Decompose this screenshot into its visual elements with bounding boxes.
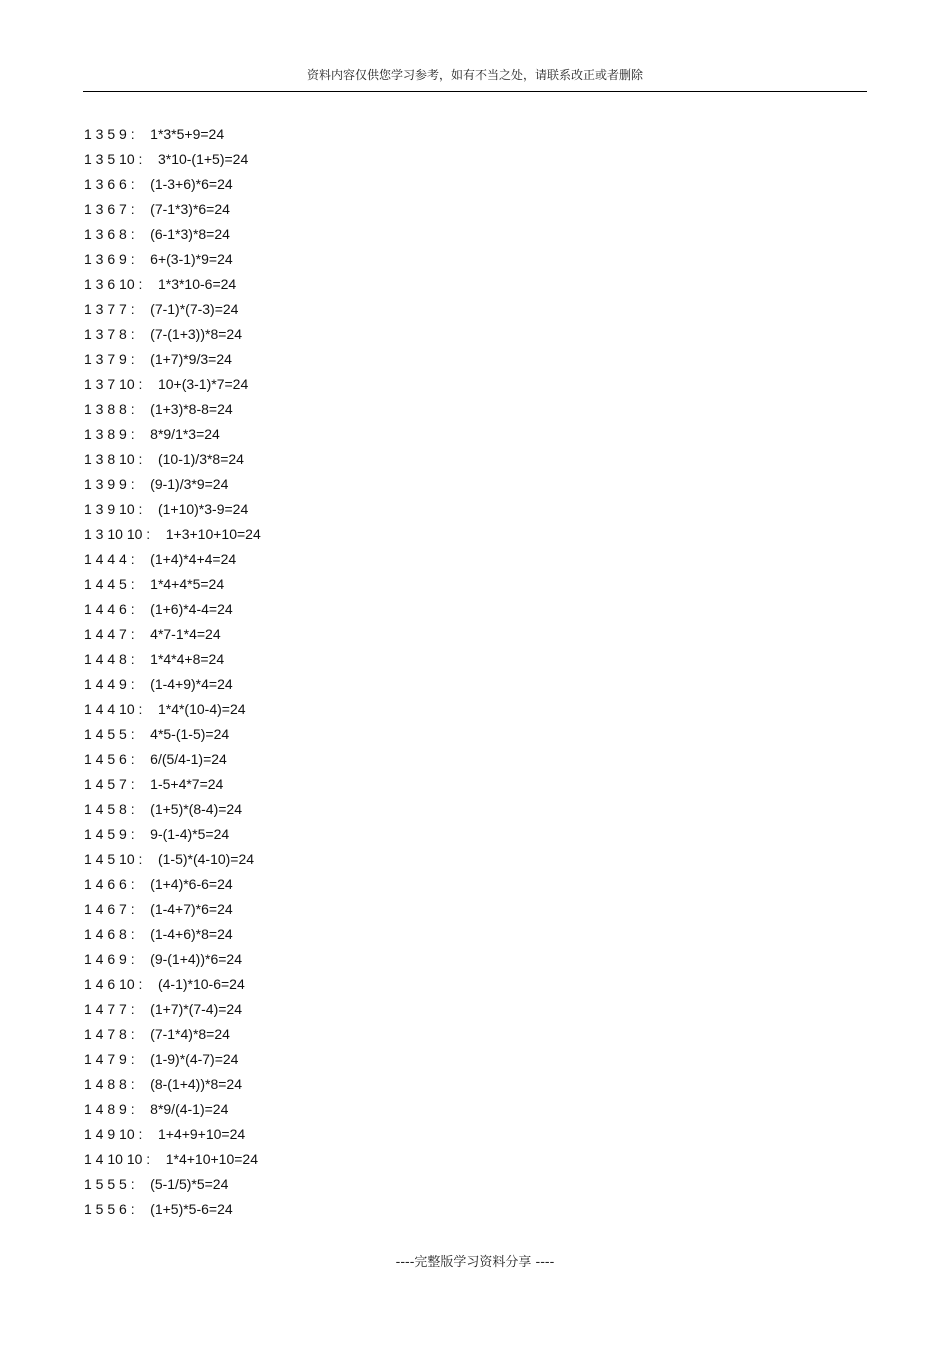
solution-expression: (7-1*3)*6=24 bbox=[150, 201, 230, 217]
solution-expression: (1+5)*(8-4)=24 bbox=[150, 801, 242, 817]
number-combo: 1 4 4 8 : bbox=[84, 651, 135, 667]
solution-row bbox=[84, 449, 261, 474]
solution-expression: (7-1)*(7-3)=24 bbox=[150, 301, 239, 317]
solution-row bbox=[84, 524, 261, 549]
number-combo: 1 4 6 8 : bbox=[84, 926, 135, 942]
solution-expression: (1+7)*9/3=24 bbox=[150, 351, 232, 367]
number-combo: 1 3 6 8 : bbox=[84, 226, 135, 242]
number-combo: 1 4 5 6 : bbox=[84, 751, 135, 767]
page-footer: ----完整版学习资料分享 ---- bbox=[395, 1255, 555, 1270]
number-combo: 1 4 4 10 : bbox=[84, 701, 143, 717]
number-combo: 1 3 10 10 : bbox=[84, 526, 151, 542]
solution-expression: (7-(1+3))*8=24 bbox=[150, 326, 242, 342]
solution-row bbox=[84, 574, 261, 599]
solution-expression: (1-4+9)*4=24 bbox=[150, 676, 233, 692]
number-combo: 1 3 5 9 : bbox=[84, 126, 135, 142]
number-combo: 1 4 6 9 : bbox=[84, 951, 135, 967]
solution-expression: (1-9)*(4-7)=24 bbox=[150, 1051, 239, 1067]
number-combo: 1 4 5 10 : bbox=[84, 851, 143, 867]
solution-row bbox=[84, 799, 261, 824]
solution-expression: (1-4+6)*8=24 bbox=[150, 926, 233, 942]
solution-expression: 1*4*(10-4)=24 bbox=[157, 701, 246, 717]
solution-row bbox=[84, 1099, 261, 1124]
number-combo: 1 4 4 5 : bbox=[84, 576, 135, 592]
number-combo: 1 3 9 10 : bbox=[84, 501, 143, 517]
number-combo: 1 4 8 9 : bbox=[84, 1101, 135, 1117]
solution-expression: 4*7-1*4=24 bbox=[150, 626, 221, 642]
solution-expression: 1*4+10+10=24 bbox=[165, 1151, 258, 1167]
solution-expression: (9-(1+4))*6=24 bbox=[150, 951, 242, 967]
solution-expression: (4-1)*10-6=24 bbox=[157, 976, 245, 992]
number-combo: 1 4 6 10 : bbox=[84, 976, 143, 992]
solution-row bbox=[84, 1199, 261, 1224]
number-combo: 1 3 6 9 : bbox=[84, 251, 135, 267]
solution-row bbox=[84, 299, 261, 324]
solution-row bbox=[84, 899, 261, 924]
number-combo: 1 4 9 10 : bbox=[84, 1126, 143, 1142]
solution-row bbox=[84, 624, 261, 649]
solution-expression: (1+5)*5-6=24 bbox=[150, 1201, 233, 1217]
solution-expression: (1+7)*(7-4)=24 bbox=[150, 1001, 242, 1017]
solution-row bbox=[84, 499, 261, 524]
solution-expression: (1-5)*(4-10)=24 bbox=[157, 851, 255, 867]
solution-row bbox=[84, 474, 261, 499]
number-combo: 1 4 5 5 : bbox=[84, 726, 135, 742]
solution-expression: 8*9/(4-1)=24 bbox=[150, 1101, 229, 1117]
number-combo: 1 3 6 7 : bbox=[84, 201, 135, 217]
solution-row bbox=[84, 174, 261, 199]
solution-row bbox=[84, 149, 261, 174]
solution-expression: (1+10)*3-9=24 bbox=[157, 501, 249, 517]
solution-row bbox=[84, 774, 261, 799]
number-combo: 1 3 7 7 : bbox=[84, 301, 135, 317]
solution-expression: 3*10-(1+5)=24 bbox=[157, 151, 249, 167]
solution-row bbox=[84, 224, 261, 249]
number-combo: 1 3 9 9 : bbox=[84, 476, 135, 492]
solution-row bbox=[84, 1124, 261, 1149]
solution-expression: (1+4)*4+4=24 bbox=[150, 551, 237, 567]
solution-row bbox=[84, 749, 261, 774]
number-combo: 1 3 8 8 : bbox=[84, 401, 135, 417]
solution-expression: (7-1*4)*8=24 bbox=[150, 1026, 230, 1042]
solution-row bbox=[84, 1024, 261, 1049]
solution-expression: 1*4*4+8=24 bbox=[150, 651, 225, 667]
solution-row bbox=[84, 274, 261, 299]
number-combo: 1 4 10 10 : bbox=[84, 1151, 151, 1167]
solution-expression: 1*3*5+9=24 bbox=[150, 126, 225, 142]
solution-row bbox=[84, 1049, 261, 1074]
solution-expression: (1-4+7)*6=24 bbox=[150, 901, 233, 917]
number-combo: 1 3 7 9 : bbox=[84, 351, 135, 367]
solution-expression: 1*3*10-6=24 bbox=[157, 276, 237, 292]
solution-row bbox=[84, 974, 261, 999]
number-combo: 1 4 7 8 : bbox=[84, 1026, 135, 1042]
solution-row bbox=[84, 549, 261, 574]
solution-row bbox=[84, 824, 261, 849]
solution-row bbox=[84, 724, 261, 749]
solution-row bbox=[84, 199, 261, 224]
solution-expression: 1*4+4*5=24 bbox=[150, 576, 225, 592]
solution-expression: (10-1)/3*8=24 bbox=[157, 451, 244, 467]
solution-row bbox=[84, 124, 261, 149]
solution-expression: (6-1*3)*8=24 bbox=[150, 226, 230, 242]
solution-expression: 10+(3-1)*7=24 bbox=[157, 376, 249, 392]
solution-row bbox=[84, 399, 261, 424]
number-combo: 1 4 4 6 : bbox=[84, 601, 135, 617]
solution-row bbox=[84, 599, 261, 624]
solution-expression: (1+6)*4-4=24 bbox=[150, 601, 233, 617]
solution-expression: 6+(3-1)*9=24 bbox=[150, 251, 233, 267]
solution-row bbox=[84, 999, 261, 1024]
solution-row bbox=[84, 699, 261, 724]
solution-expression: (1+3)*8-8=24 bbox=[150, 401, 233, 417]
solution-expression: (9-1)/3*9=24 bbox=[150, 476, 229, 492]
number-combo: 1 3 6 6 : bbox=[84, 176, 135, 192]
solution-expression: 1-5+4*7=24 bbox=[150, 776, 224, 792]
number-combo: 1 4 6 7 : bbox=[84, 901, 135, 917]
number-combo: 1 4 4 9 : bbox=[84, 676, 135, 692]
solution-expression: (1+4)*6-6=24 bbox=[150, 876, 233, 892]
number-combo: 1 3 6 10 : bbox=[84, 276, 143, 292]
number-combo: 1 3 8 9 : bbox=[84, 426, 135, 442]
number-combo: 1 4 5 7 : bbox=[84, 776, 135, 792]
number-combo: 1 4 7 7 : bbox=[84, 1001, 135, 1017]
solution-expression: 1+4+9+10=24 bbox=[157, 1126, 246, 1142]
number-combo: 1 4 7 9 : bbox=[84, 1051, 135, 1067]
number-combo: 1 3 8 10 : bbox=[84, 451, 143, 467]
solution-row bbox=[84, 649, 261, 674]
solution-expression: 8*9/1*3=24 bbox=[150, 426, 220, 442]
solution-expression: 9-(1-4)*5=24 bbox=[150, 826, 230, 842]
solution-row bbox=[84, 949, 261, 974]
number-combo: 1 5 5 5 : bbox=[84, 1176, 135, 1192]
number-combo: 1 3 7 8 : bbox=[84, 326, 135, 342]
header-divider bbox=[83, 91, 867, 92]
solution-expression: (5-1/5)*5=24 bbox=[150, 1176, 229, 1192]
solution-row bbox=[84, 849, 261, 874]
solution-expression: (1-3+6)*6=24 bbox=[150, 176, 233, 192]
solution-row bbox=[84, 874, 261, 899]
solution-row bbox=[84, 924, 261, 949]
number-combo: 1 3 5 10 : bbox=[84, 151, 143, 167]
number-combo: 1 3 7 10 : bbox=[84, 376, 143, 392]
solution-row bbox=[84, 349, 261, 374]
number-combo: 1 4 6 6 : bbox=[84, 876, 135, 892]
solution-expression: 1+3+10+10=24 bbox=[165, 526, 261, 542]
solution-expression: (8-(1+4))*8=24 bbox=[150, 1076, 242, 1092]
solution-row bbox=[84, 324, 261, 349]
number-combo: 1 4 5 8 : bbox=[84, 801, 135, 817]
number-combo: 1 4 4 7 : bbox=[84, 626, 135, 642]
number-combo: 1 4 8 8 : bbox=[84, 1076, 135, 1092]
solution-row bbox=[84, 1174, 261, 1199]
number-combo: 1 5 5 6 : bbox=[84, 1201, 135, 1217]
solution-row bbox=[84, 249, 261, 274]
solution-row bbox=[84, 674, 261, 699]
solution-row bbox=[84, 1074, 261, 1099]
solution-row bbox=[84, 424, 261, 449]
solution-expression: 4*5-(1-5)=24 bbox=[150, 726, 230, 742]
page-header: 资料内容仅供您学习参考，如有不当之处，请联系改正或者删除 bbox=[306, 68, 643, 82]
number-combo: 1 4 5 9 : bbox=[84, 826, 135, 842]
solution-expression: 6/(5/4-1)=24 bbox=[150, 751, 227, 767]
solution-row bbox=[84, 374, 261, 399]
solution-list bbox=[84, 124, 261, 1224]
number-combo: 1 4 4 4 : bbox=[84, 551, 135, 567]
solution-row bbox=[84, 1149, 261, 1174]
